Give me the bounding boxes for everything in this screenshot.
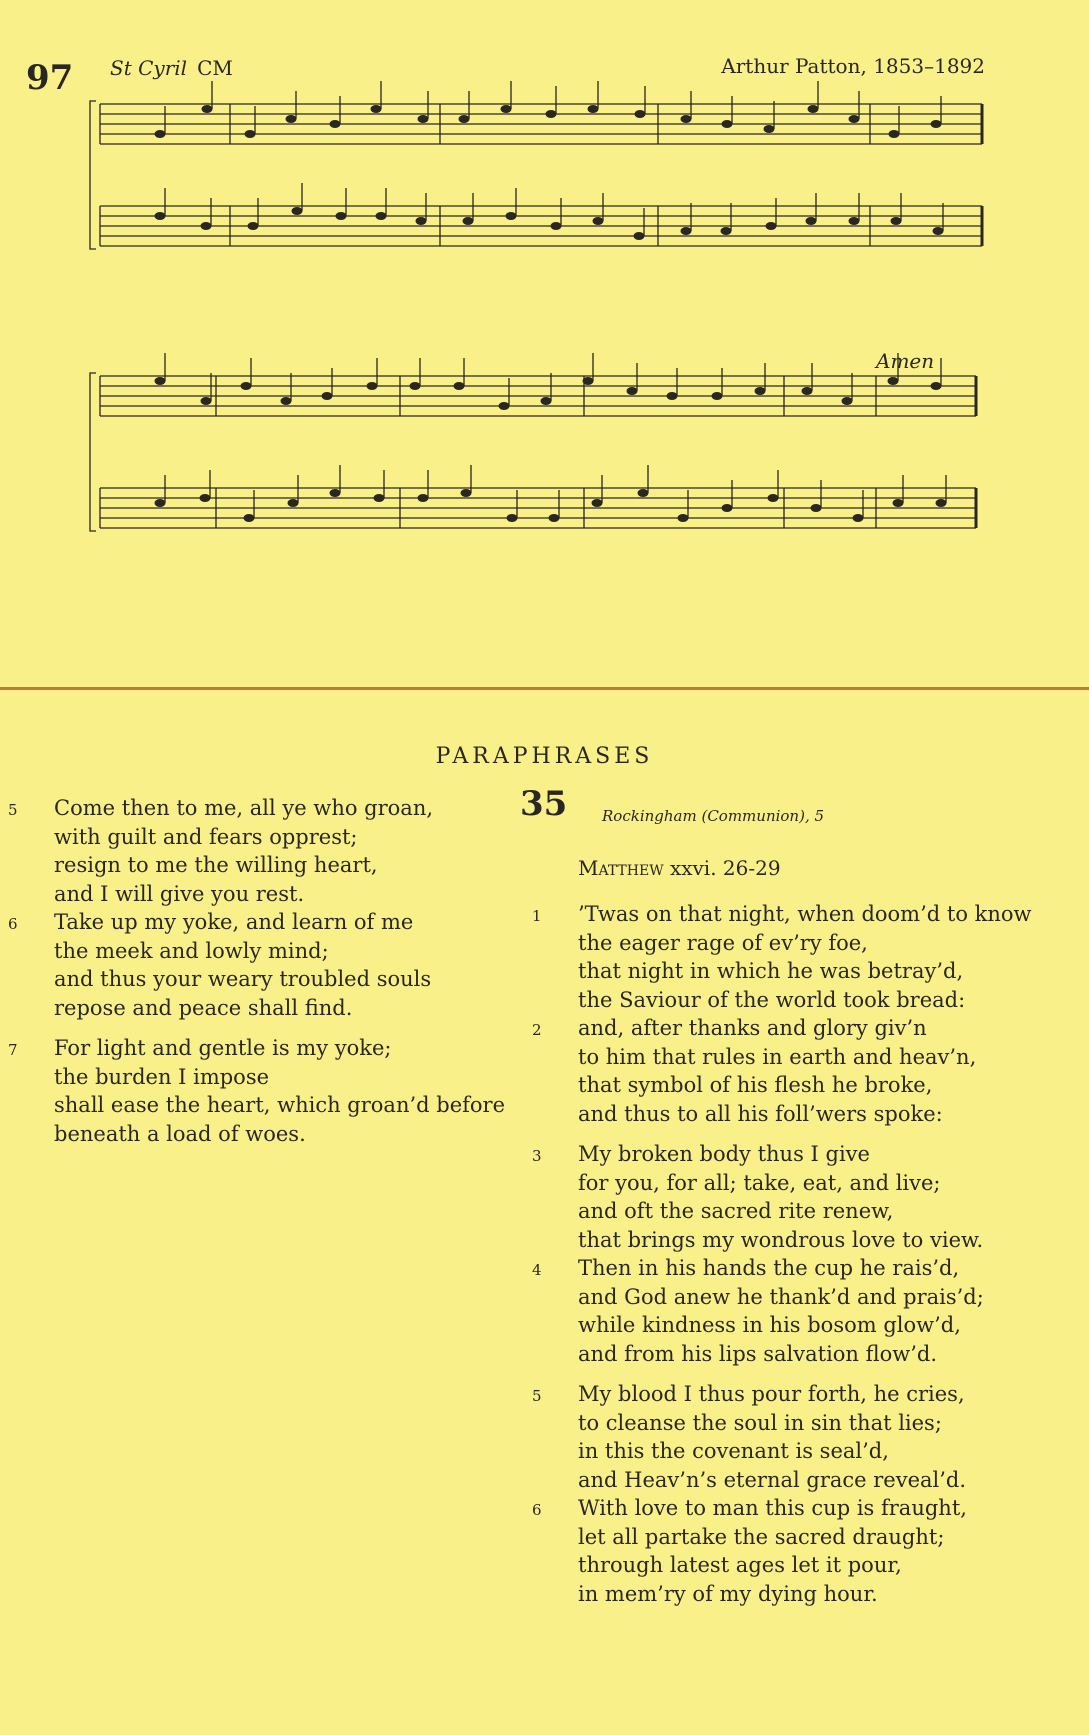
note-head [546,110,557,118]
left-column [8,794,506,1160]
note-head [931,120,942,128]
note-head [678,514,689,522]
note-head [501,105,512,113]
note-head [507,514,518,522]
note-head [155,499,166,507]
reference-book: Matthew [578,856,664,880]
verse-line: let all partake the sacred draught; [578,1524,945,1549]
stanza [532,1254,1080,1368]
note-head [374,494,385,502]
note-head [592,499,603,507]
verse-line: that symbol of his flesh he broke, [578,1073,933,1097]
note-head [931,382,942,390]
note-head [459,115,470,123]
paraphrase-tune: Rockingham (Communion), 5 [602,807,825,825]
note-head [635,110,646,118]
stanza [532,900,1080,1014]
note-head [330,120,341,128]
verse-number: 5 [8,801,18,819]
note-head [202,105,213,113]
tune-meter: CM [197,56,233,80]
note-head [889,130,900,138]
note-head [336,212,347,220]
note-head [155,212,166,220]
note-head [292,207,303,215]
verse-line: while kindness in his bosom glow’d, [578,1313,961,1337]
note-head [722,120,733,128]
verse-line: My broken body thus I give [578,1142,870,1166]
note-head [244,514,255,522]
note-head [416,217,427,225]
verse-line: in this the covenant is seal’d, [578,1439,889,1463]
paraphrase-stanzas [532,900,1080,1620]
verse-line: Then in his hands the cup he rais’d, [578,1256,960,1280]
note-head [281,397,292,405]
paraphrase-number: 35 [520,784,568,824]
note-head [155,377,166,385]
note-head [549,514,560,522]
verse-line: and thus to all his foll’wers spoke: [578,1101,943,1126]
note-head [201,397,212,405]
verse-number: 3 [532,1147,542,1165]
tune-name: St Cyril [110,56,188,80]
note-head [286,115,297,123]
verse-line: that night in which he was betray’d, [578,959,964,983]
verse-line: resign to me the willing heart, [54,853,378,877]
verse-line: the meek and lowly mind; [54,938,329,963]
verse-line: ’Twas on that night, when doom’d to know [578,902,1032,926]
verse-line: with guilt and fears opprest; [54,824,358,849]
composer-credit: Arthur Patton, 1853–1892 [721,54,985,78]
verse-number: 5 [532,1387,542,1405]
note-head [499,402,510,410]
verse-line: the burden I impose [54,1064,270,1089]
note-head [755,387,766,395]
verse-number: 2 [532,1021,542,1039]
verse-line: Take up my yoke, and learn of me [54,910,414,934]
verse-line: For light and gentle is my yoke; [54,1036,392,1060]
verse-line: repose and peace shall find. [54,995,353,1020]
verse-line: to him that rules in earth and heav’n, [578,1044,977,1069]
verse-number: 4 [532,1261,542,1279]
stanza [532,1494,1080,1608]
note-head [367,382,378,390]
note-head [506,212,517,220]
system-brace [90,101,96,249]
hymn-number: 97 [26,58,74,98]
scripture-reference [578,854,781,883]
verse-line: and oft the sacred rite renew, [578,1199,894,1223]
note-head [418,494,429,502]
reference-chapter-verse: xxvi. 26-29 [669,856,781,880]
note-head [583,377,594,385]
verse-line: With love to man this cup is fraught, [578,1496,967,1520]
verse-line: and thus your weary troubled souls [54,967,432,991]
page-divider [0,687,1089,690]
note-head [681,115,692,123]
verse-line: in mem’ry of my dying hour. [578,1581,878,1606]
note-head [802,387,813,395]
note-head [768,494,779,502]
verse-line: and God anew he thank’d and prais’d; [578,1284,984,1309]
note-head [667,392,678,400]
note-head [849,217,860,225]
verse-line: that brings my wondrous love to view. [578,1227,984,1252]
note-head [712,392,723,400]
note-head [541,397,552,405]
verse-number: 7 [8,1041,18,1059]
note-head [376,212,387,220]
note-head [410,382,421,390]
verse-line: Come then to me, all ye who groan, [54,796,434,820]
verse-line: shall ease the heart, which groan’d before [54,1093,506,1117]
note-head [627,387,638,395]
verse-number: 1 [532,907,542,925]
verse-line: beneath a load of woes. [54,1121,306,1146]
note-head [893,499,904,507]
amen-label: Amen [876,349,935,373]
note-head [634,232,645,240]
note-head [454,382,465,390]
verse-line: to cleanse the soul in sin that lies; [578,1410,942,1435]
note-head [593,217,604,225]
note-head [371,105,382,113]
verse-line: and from his lips salvation flow’d. [578,1341,938,1366]
stanza [8,908,498,1022]
verse-line: and, after thanks and glory giv’n [578,1016,927,1040]
note-head [849,115,860,123]
verse-line: My blood I thus pour forth, he cries, [578,1382,965,1406]
verse-line: and I will give you rest. [54,881,305,906]
note-head [330,489,341,497]
note-head [418,115,429,123]
stanza [8,794,498,908]
note-head [722,504,733,512]
stanza [8,1034,506,1148]
note-head [245,130,256,138]
note-head [936,499,947,507]
note-head [764,125,775,133]
note-head [842,397,853,405]
verse-line: for you, for all; take, eat, and live; [578,1170,941,1195]
note-head [891,217,902,225]
note-head [811,504,822,512]
note-head [322,392,333,400]
stanza [532,1140,1080,1254]
verse-line: and Heav’n’s eternal grace reveal’d. [578,1467,967,1492]
note-head [766,222,777,230]
system-brace [90,373,96,531]
section-title: PARAPHRASES [435,744,654,769]
note-head [463,217,474,225]
note-head [638,489,649,497]
verse-line: the eager rage of ev’ry foe, [578,930,868,955]
note-head [888,377,899,385]
note-head [681,227,692,235]
note-head [721,227,732,235]
note-head [551,222,562,230]
note-head [200,494,211,502]
note-head [201,222,212,230]
note-head [461,489,472,497]
note-head [241,382,252,390]
verse-line: the Saviour of the world took bread: [578,987,966,1012]
note-head [808,105,819,113]
note-head [248,222,259,230]
stanza [532,1014,1080,1128]
note-head [588,105,599,113]
note-head [933,227,944,235]
note-head [806,217,817,225]
note-head [288,499,299,507]
music-systems [90,81,982,531]
stanza [532,1380,1080,1494]
verse-number: 6 [8,915,18,933]
verse-line: through latest ages let it pour, [578,1553,902,1577]
verse-number: 6 [532,1501,542,1519]
note-head [155,130,166,138]
note-head [853,514,864,522]
music-score [0,0,1089,600]
